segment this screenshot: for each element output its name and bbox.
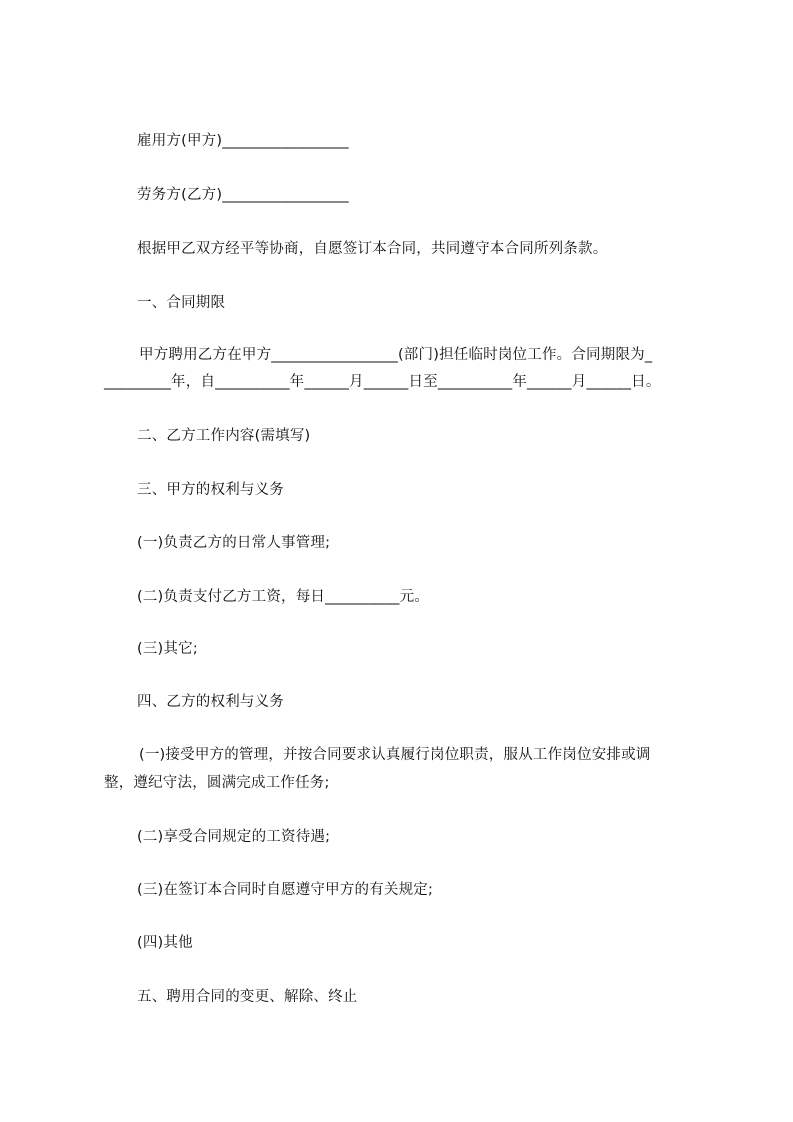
section-heading-2: 二、乙方工作内容(需填写) [137, 428, 311, 444]
preamble-paragraph: 根据甲乙双方经平等协商，自愿签订本合同，共同遵守本合同所列条款。 [137, 241, 608, 257]
clause-4-3: (三)在签订本合同时自愿遵守甲方的有关规定; [137, 882, 434, 898]
section-heading-1: 一、合同期限 [137, 295, 226, 311]
section-heading-3: 三、甲方的权利与义务 [137, 482, 284, 498]
term-paragraph-line-2: _________年，自__________年______月______日至__________年______月______日。 [104, 374, 661, 390]
section-heading-5: 五、聘用合同的变更、解除、终止 [137, 989, 358, 1005]
section-heading-4: 四、乙方的权利与义务 [137, 694, 284, 710]
laborer-line: 劳务方(乙方)_________________ [137, 187, 349, 203]
clause-3-1: (一)负责乙方的日常人事管理; [137, 535, 331, 551]
employer-line: 雇用方(甲方)_________________ [137, 133, 349, 149]
clause-3-2: (二)负责支付乙方工资，每日__________元。 [137, 589, 430, 605]
clause-4-4: (四)其他 [137, 935, 193, 951]
clause-4-2: (二)享受合同规定的工资待遇; [137, 829, 331, 845]
clause-4-1-line-2: 整，遵纪守法，圆满完成工作任务; [104, 775, 330, 791]
clause-3-3: (三)其它; [137, 641, 198, 657]
clause-4-1-line-1: (一)接受甲方的管理，并按合同要求认真履行岗位职责，服从工作岗位安排或调 [139, 747, 651, 763]
term-paragraph-line-1: 甲方聘用乙方在甲方_________________(部门)担任临时岗位工作。合同期限为_ [139, 347, 653, 363]
